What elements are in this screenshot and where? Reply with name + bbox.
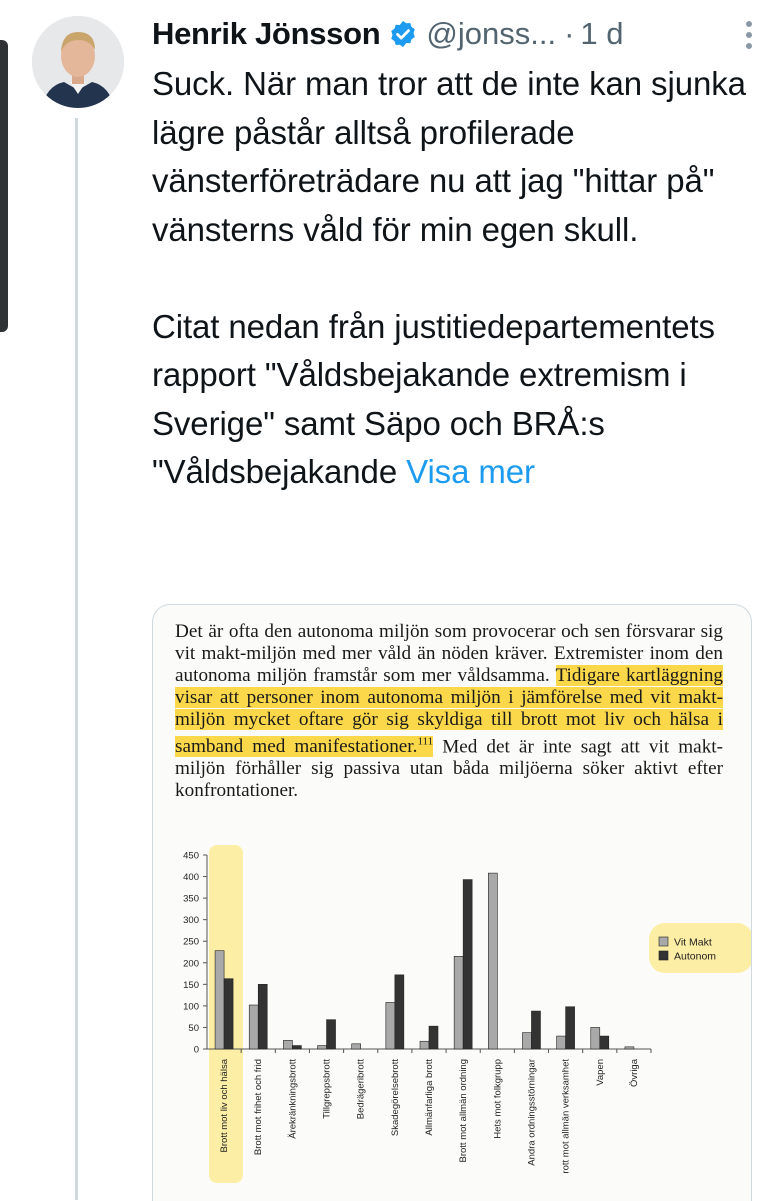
tweet-body: Suck. När man tror att de inte kan sjunka lägre påstår alltså profilerade vänsterföreträdare nu att jag "hittar på" vänsterns våld för min egen skull. Citat nedan från justitiedepartementets rapport "Våldsbejakande extremism i Sverige" samt Säpo och BRÅ:s "Våldsbejakande — [152, 65, 746, 490]
x-tick-label: Hets mot folkgrupp — [492, 1059, 504, 1139]
paragraph-after: Med det är inte sagt att vit makt-miljön förhåller sig passiva utan båda miljöerna söker aktivt efter konfrontationer. — [175, 736, 724, 802]
bar-autonom — [566, 1007, 575, 1049]
y-tick-label: 100 — [183, 1001, 199, 1013]
bar-vit-makt — [420, 1041, 429, 1049]
more-options-icon[interactable] — [736, 18, 762, 52]
bar-autonom — [531, 1011, 540, 1049]
bar-autonom — [224, 979, 233, 1049]
y-tick-label: 200 — [183, 958, 199, 970]
x-tick-label: Allmänfarliga brott — [424, 1059, 435, 1136]
y-tick-label: 350 — [183, 893, 199, 905]
legend-label: Vit Makt — [674, 936, 712, 949]
bar-vit-makt — [522, 1033, 531, 1049]
thread-line — [75, 118, 78, 1200]
x-tick-label: Brott mot frihet och frid — [253, 1059, 265, 1156]
author-handle[interactable]: @jonss... — [426, 16, 557, 51]
x-tick-label: Tillgreppsbrott — [321, 1059, 333, 1119]
highlight-sentence: Tidigare kartläggning visar att personer inom autonoma miljön i jämförelse med vit makt-miljön mycket oftare gör sig skyldiga till brott mot liv och hälsa i samband med manifestationer. — [175, 665, 724, 758]
paragraph-before: Det är ofta den autonoma miljön som provocerar och sen försvarar sig vit makt-miljön med mer våld än nöden kräver. Extremister inom den autonoma miljön framstår som mer våldsamma. — [175, 621, 723, 686]
y-tick-label: 300 — [183, 915, 199, 927]
y-tick-label: 0 — [193, 1044, 199, 1056]
legend-swatch — [659, 951, 668, 960]
bar-autonom — [429, 1026, 438, 1049]
bar-vit-makt — [386, 1002, 395, 1049]
y-tick-label: 450 — [183, 850, 199, 862]
side-panel-edge — [0, 40, 8, 332]
bar-autonom — [463, 880, 472, 1049]
bar-vit-makt — [488, 873, 497, 1049]
bar-autonom — [258, 984, 267, 1049]
x-tick-label: Ärekränkningsbrott — [287, 1059, 299, 1139]
x-tick-label: Bedrägeribrott — [355, 1059, 367, 1120]
x-tick-label: rott mot allmän verksamhet — [560, 1059, 572, 1174]
tweet-header — [152, 12, 762, 56]
y-tick-label: 400 — [183, 872, 199, 884]
tweet-text — [152, 60, 752, 497]
y-tick-label: 150 — [183, 979, 199, 991]
show-more-link[interactable]: Visa mer — [406, 453, 535, 490]
author-name[interactable]: Henrik Jönsson — [152, 16, 381, 51]
bar-vit-makt — [318, 1046, 327, 1049]
x-tick-label: Övriga — [628, 1059, 640, 1087]
avatar-photo-icon — [32, 16, 124, 108]
bar-vit-makt — [215, 951, 224, 1049]
x-tick-label: Andra ordningsstörningar — [526, 1059, 538, 1166]
bar-autonom — [292, 1046, 301, 1049]
y-tick-label: 50 — [188, 1022, 199, 1034]
bar-autonom — [600, 1036, 609, 1049]
bar-autonom — [395, 975, 404, 1049]
legend-label: Autonom — [674, 950, 717, 963]
timestamp[interactable]: 1 d — [580, 16, 624, 51]
y-tick-label: 250 — [183, 936, 199, 948]
document-paragraph — [175, 621, 723, 802]
x-tick-label: Vapen — [594, 1059, 606, 1086]
avatar[interactable] — [32, 16, 124, 108]
x-tick-label: Brott mot allmän ordning — [458, 1059, 470, 1163]
x-tick-label: Brott mot liv och hälsa — [219, 1059, 231, 1153]
x-tick-label: Skadegörelsebrott — [389, 1059, 401, 1137]
bar-vit-makt — [249, 1005, 258, 1049]
separator-dot: · — [564, 16, 575, 51]
attached-image[interactable] — [152, 604, 752, 1201]
bar-vit-makt — [352, 1044, 361, 1049]
verified-badge-icon — [388, 19, 418, 49]
footnote-marker: 111 — [417, 736, 434, 748]
bar-vit-makt — [283, 1040, 292, 1049]
bar-vit-makt — [454, 956, 463, 1049]
legend-swatch — [659, 937, 668, 946]
bar-chart — [153, 841, 751, 1201]
bar-vit-makt — [557, 1036, 566, 1049]
bar-vit-makt — [625, 1047, 634, 1049]
bar-autonom — [327, 1020, 336, 1049]
bar-vit-makt — [591, 1027, 600, 1049]
